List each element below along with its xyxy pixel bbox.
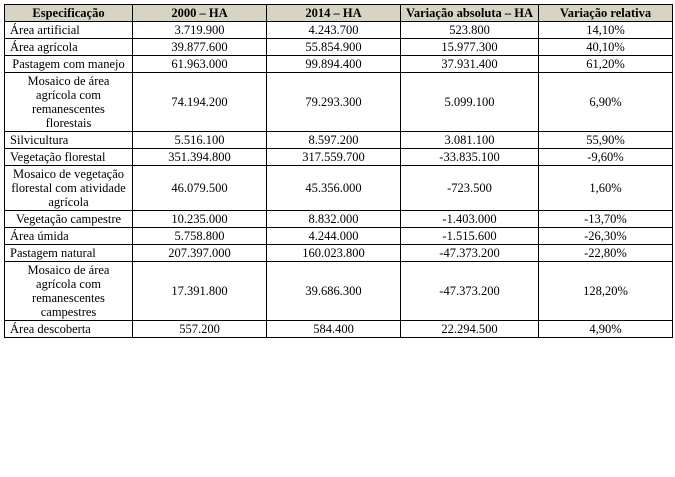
- table-header: [5, 5, 673, 22]
- cell-especificacao: Mosaico de área agrícola com remanescentes campestres: [5, 262, 133, 321]
- table-row: [5, 228, 673, 245]
- cell-variacao-relativa: 55,90%: [539, 132, 673, 149]
- cell-variacao-relativa: -26,30%: [539, 228, 673, 245]
- cell-especificacao: Mosaico de área agrícola com remanescentes florestais: [5, 73, 133, 132]
- table-row: [5, 321, 673, 338]
- cell-especificacao: Vegetação florestal: [5, 149, 133, 166]
- cell-2000-ha: 74.194.200: [133, 73, 267, 132]
- cell-especificacao: Área descoberta: [5, 321, 133, 338]
- cell-variacao-relativa: 1,60%: [539, 166, 673, 211]
- cell-2000-ha: 557.200: [133, 321, 267, 338]
- cell-variacao-relativa: 61,20%: [539, 56, 673, 73]
- cell-variacao-relativa: 6,90%: [539, 73, 673, 132]
- table-row: [5, 132, 673, 149]
- cell-2014-ha: 4.243.700: [267, 22, 401, 39]
- cell-2000-ha: 5.516.100: [133, 132, 267, 149]
- table-row: [5, 211, 673, 228]
- cell-especificacao: Área artificial: [5, 22, 133, 39]
- cell-variacao-relativa: -13,70%: [539, 211, 673, 228]
- cell-2014-ha: 317.559.700: [267, 149, 401, 166]
- cell-variacao-absoluta: 523.800: [401, 22, 539, 39]
- cell-variacao-absoluta: 37.931.400: [401, 56, 539, 73]
- cell-2014-ha: 45.356.000: [267, 166, 401, 211]
- cell-2000-ha: 5.758.800: [133, 228, 267, 245]
- table-row: [5, 39, 673, 56]
- cell-especificacao: Área agrícola: [5, 39, 133, 56]
- cell-2000-ha: 3.719.900: [133, 22, 267, 39]
- cell-2014-ha: 39.686.300: [267, 262, 401, 321]
- cell-2000-ha: 46.079.500: [133, 166, 267, 211]
- cell-2014-ha: 99.894.400: [267, 56, 401, 73]
- cell-especificacao: Pastagem natural: [5, 245, 133, 262]
- cell-2014-ha: 8.597.200: [267, 132, 401, 149]
- cell-variacao-absoluta: -1.403.000: [401, 211, 539, 228]
- cell-especificacao: Mosaico de vegetação florestal com atividade agrícola: [5, 166, 133, 211]
- cell-variacao-absoluta: -723.500: [401, 166, 539, 211]
- cell-2014-ha: 55.854.900: [267, 39, 401, 56]
- header-row: [5, 5, 673, 22]
- cell-2014-ha: 4.244.000: [267, 228, 401, 245]
- table-row: [5, 149, 673, 166]
- table-row: [5, 245, 673, 262]
- cell-variacao-absoluta: -1.515.600: [401, 228, 539, 245]
- cell-variacao-relativa: -22,80%: [539, 245, 673, 262]
- cell-variacao-absoluta: 5.099.100: [401, 73, 539, 132]
- cell-variacao-relativa: 14,10%: [539, 22, 673, 39]
- cell-2000-ha: 17.391.800: [133, 262, 267, 321]
- column-header-especificacao: Especificação: [5, 5, 133, 22]
- table-row: [5, 56, 673, 73]
- cell-2014-ha: 79.293.300: [267, 73, 401, 132]
- cell-2000-ha: 39.877.600: [133, 39, 267, 56]
- cell-variacao-absoluta: 3.081.100: [401, 132, 539, 149]
- cell-2000-ha: 207.397.000: [133, 245, 267, 262]
- land-use-comparison-table: [4, 4, 673, 338]
- cell-2014-ha: 584.400: [267, 321, 401, 338]
- cell-2000-ha: 351.394.800: [133, 149, 267, 166]
- table-row: [5, 166, 673, 211]
- column-header-variacao-relativa: Variação relativa: [539, 5, 673, 22]
- cell-variacao-relativa: 4,90%: [539, 321, 673, 338]
- cell-variacao-absoluta: -33.835.100: [401, 149, 539, 166]
- table-row: [5, 73, 673, 132]
- cell-2000-ha: 61.963.000: [133, 56, 267, 73]
- cell-variacao-relativa: 128,20%: [539, 262, 673, 321]
- column-header-2014-ha: 2014 – HA: [267, 5, 401, 22]
- cell-2000-ha: 10.235.000: [133, 211, 267, 228]
- cell-variacao-absoluta: -47.373.200: [401, 262, 539, 321]
- cell-2014-ha: 8.832.000: [267, 211, 401, 228]
- cell-especificacao: Pastagem com manejo: [5, 56, 133, 73]
- table-row: [5, 22, 673, 39]
- table-row: [5, 262, 673, 321]
- cell-variacao-absoluta: 22.294.500: [401, 321, 539, 338]
- cell-especificacao: Silvicultura: [5, 132, 133, 149]
- cell-2014-ha: 160.023.800: [267, 245, 401, 262]
- cell-especificacao: Vegetação campestre: [5, 211, 133, 228]
- table-body: [5, 22, 673, 338]
- cell-especificacao: Área úmida: [5, 228, 133, 245]
- column-header-2000-ha: 2000 – HA: [133, 5, 267, 22]
- cell-variacao-relativa: -9,60%: [539, 149, 673, 166]
- cell-variacao-absoluta: 15.977.300: [401, 39, 539, 56]
- cell-variacao-relativa: 40,10%: [539, 39, 673, 56]
- cell-variacao-absoluta: -47.373.200: [401, 245, 539, 262]
- column-header-variacao-absoluta: Variação absoluta – HA: [401, 5, 539, 22]
